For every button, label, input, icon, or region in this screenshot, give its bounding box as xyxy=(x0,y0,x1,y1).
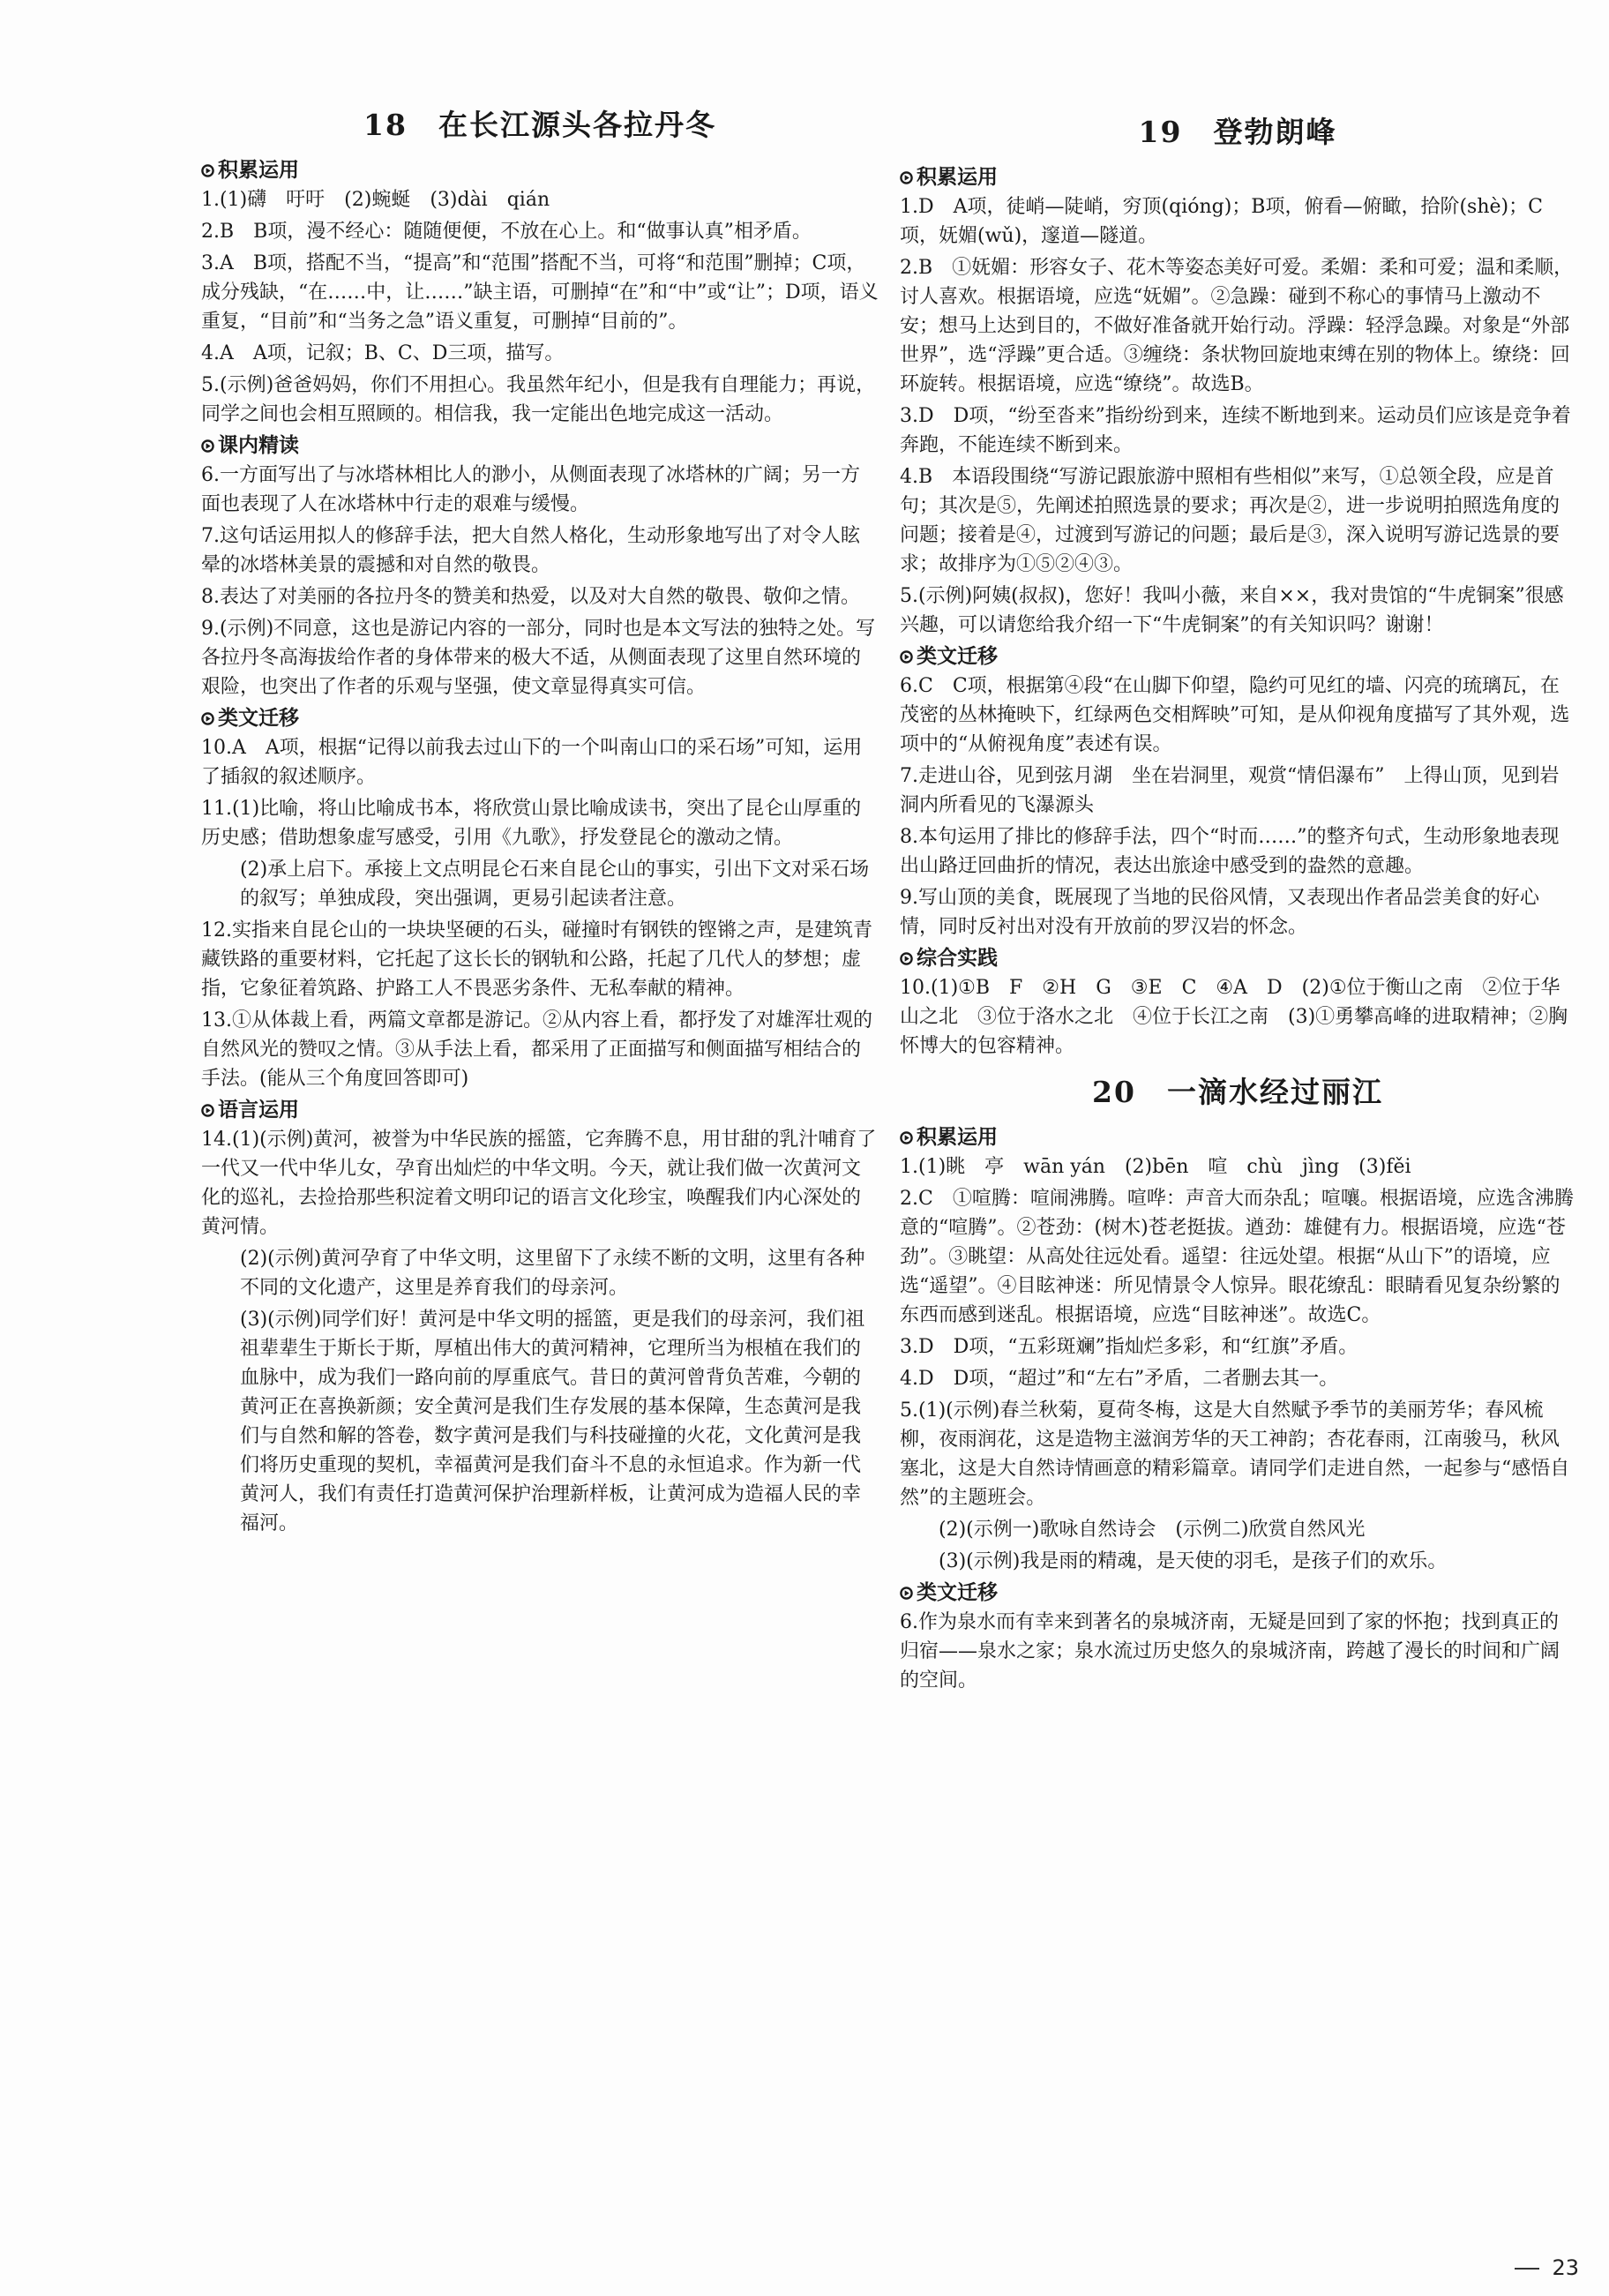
section-heading: 积累运用 xyxy=(900,1124,1575,1151)
answer-item: 9.(示例)不同意，这也是游记内容的一部分，同时也是本文写法的独特之处。写各拉丹冬高海拔给作者的身体带来的极大不适，从侧面表现了这里自然环境的艰险，也突出了作者的乐观与坚强，使文章显得真实可信。 xyxy=(201,618,876,698)
answer-subitem: (2)承上启下。承接上文点明昆仑石来自昆仑山的事实，引出下文对采石场的叙写；单独成段，突出强调，更易引起读者注意。 xyxy=(240,859,870,910)
page-number-dash xyxy=(1515,2268,1539,2270)
answer-subitem: (2)(示例一)歌咏自然诗会 (示例二)欣赏自然风光 xyxy=(939,1519,1366,1541)
answer-item: 4.B 本语段围绕“写游记跟旅游中照相有些相似”来写，①总领全段，应是首句；其次是⑤，先阐述拍照选景的要求；再次是②，进一步说明拍照选角度的问题；接着是④，过渡到写游记的问题；最后是③，深入说明写游记选景的要求；故排序为①⑤②④③。 xyxy=(900,466,1560,575)
answer-item: 5.(示例)阿姨(叔叔)，您好！我叫小薇，来自××，我对贵馆的“牛虎铜案”很感兴趣，可以请您给我介绍一下“牛虎铜案”的有关知识吗？谢谢！ xyxy=(900,585,1564,636)
answer-item: 9.写山顶的美食，既展现了当地的民俗风情，又表现出作者品尝美食的好心情，同时反衬出对没有开放前的罗汉岩的怀念。 xyxy=(900,887,1539,938)
answer-item: 10.(1)①B F ②H G ③E C ④A D (2)①位于衡山之南 ②位于华山之北 ③位于洛水之北 ④位于长江之南 (3)①勇攀高峰的进取精神；②胸怀博大的包容精神。 xyxy=(900,977,1568,1057)
lesson-18-title: 18 在长江源头各拉丹冬 xyxy=(363,108,716,142)
section-heading: 类文迁移 xyxy=(201,705,879,732)
section-heading: 综合实践 xyxy=(900,945,1575,972)
section-marker-icon xyxy=(900,1587,913,1600)
answer-subitem: (3)(示例)同学们好！黄河是中华文明的摇篮，更是我们的母亲河，我们祖祖辈辈生于斯长于斯，厚植出伟大的黄河精神，它理所当为根植在我们的血脉中，成为我们一路向前的厚重底气。昔日的黄河曾背负苦难，今朝的黄河正在喜换新颜；安全黄河是我们生存发展的基本保障，生态黄河是我们与自然和解的答卷，数字黄河是我们与科技碰撞的火花，文化黄河是我们将历史重现的契机，幸福黄河是我们奋斗不息的永恒追求。作为新一代黄河人，我们有责任打造黄河保护治理新样板，让黄河成为造福人民的幸福河。 xyxy=(240,1309,865,1534)
section-marker-icon xyxy=(900,952,913,965)
answer-item: 13.①从体裁上看，两篇文章都是游记。②从内容上看，都抒发了对雄浑壮观的自然风光的赞叹之情。③从手法上看，都采用了正面描写和侧面描写相结合的手法。(能从三个角度回答即可) xyxy=(201,1009,872,1090)
section-heading: 类文迁移 xyxy=(900,1579,1575,1606)
answer-item: 6.C C项，根据第④段“在山脚下仰望，隐约可见红的墙、闪亮的琉璃瓦，在茂密的丛林掩映下，红绿两色交相辉映”可知，是从仰视角度描写了其外观，选项中的“从俯视角度”表述有误。 xyxy=(900,675,1570,755)
section-marker-icon xyxy=(900,171,913,184)
section-marker-icon xyxy=(201,1104,214,1117)
answer-item: 3.D D项，“纷至沓来”指纷纷到来，连续不断地到来。运动员们应该是竞争着奔跑，不能连续不断到来。 xyxy=(900,405,1571,456)
section-marker-icon xyxy=(201,164,214,177)
lesson-19-title: 19 登勃朗峰 xyxy=(1138,115,1337,149)
answer-item: 2.C ①喧腾：喧闹沸腾。喧哗：声音大而杂乱；喧嚷。根据语境，应选含沸腾意的“喧腾”。②苍劲：(树木)苍老挺拔。遒劲：雄健有力。根据语境，应选“苍劲”。③眺望：从高处往远处看。遥望：往远处望。根据“从山下”的语境，应选“遥望”。④目眩神迷：所见情景令人惊异。眼花缭乱：眼睛看见复杂纷繁的东西而感到迷乱。根据语境，应选“目眩神迷”。故选C。 xyxy=(900,1188,1574,1326)
answer-subitem: (3)(示例)我是雨的精魂，是天使的羽毛，是孩子们的欢乐。 xyxy=(939,1550,1448,1572)
answer-item: 2.B ①妩媚：形容女子、花木等姿态美好可爱。柔媚：柔和可爱；温和柔顺，讨人喜欢。根据语境，应选“妩媚”。②急躁：碰到不称心的事情马上激动不安；想马上达到目的，不做好准备就开始行动。浮躁：轻浮急躁。对象是“外部世界”，选“浮躁”更合适。③缠绕：条状物回旋地束缚在别的物体上。缭绕：回环旋转。根据语境，应选“缭绕”。故选B。 xyxy=(900,257,1574,395)
answer-item: 1.(1)眺 亭 wān yán (2)bēn 喧 chù jìng (3)fěi xyxy=(900,1156,1411,1178)
answer-item: 4.A A项，记叙；B、C、D三项，描写。 xyxy=(201,342,565,364)
answer-item: 7.这句话运用拟人的修辞手法，把大自然人格化，生动形象地写出了对令人眩晕的冰塔林美景的震撼和对自然的敬畏。 xyxy=(201,525,860,576)
answer-item: 8.表达了对美丽的各拉丹冬的赞美和热爱，以及对大自然的敬畏、敬仰之情。 xyxy=(201,586,860,608)
section-marker-icon xyxy=(900,650,913,664)
answer-item: 1.(1)礴 吁吁 (2)蜿蜒 (3)dài qián xyxy=(201,189,550,211)
section-heading: 积累运用 xyxy=(201,157,879,184)
answer-item: 8.本句运用了排比的修辞手法，四个“时而……”的整齐句式，生动形象地表现出山路迂回曲折的情况，表达出旅途中感受到的盎然的意趣。 xyxy=(900,826,1560,877)
answer-item: 6.一方面写出了与冰塔林相比人的渺小，从侧面表现了冰塔林的广阔；另一方面也表现了人在冰塔林中行走的艰难与缓慢。 xyxy=(201,464,860,515)
section-heading: 积累运用 xyxy=(900,164,1575,191)
answer-item: 7.走进山谷，见到弦月湖 坐在岩洞里，观赏“情侣瀑布” 上得山顶，见到岩洞内所看见的飞瀑源头 xyxy=(900,765,1560,816)
answer-item: 11.(1)比喻，将山比喻成书本，将欣赏山景比喻成读书，突出了昆仑山厚重的历史感；借助想象虚写感受，引用《九歌》，抒发登昆仑的激动之情。 xyxy=(201,798,862,849)
right-column xyxy=(900,108,1575,1698)
section-marker-icon xyxy=(201,712,214,725)
section-marker-icon xyxy=(900,1131,913,1144)
answer-subitem: (2)(示例)黄河孕育了中华文明，这里留下了永续不断的文明，这里有各种不同的文化遗产，这里是养育我们的母亲河。 xyxy=(240,1248,865,1299)
section-heading: 课内精读 xyxy=(201,432,879,459)
left-column xyxy=(201,108,879,1541)
answer-item: 5.(1)(示例)春兰秋菊，夏荷冬梅，这是大自然赋予季节的美丽芳华；春风梳柳，夜雨润花，这是造物主滋润芳华的天工神韵；杏花春雨，江南骏马，秋风塞北，这是大自然诗情画意的精彩篇章。请同学们走进自然，一起参与“感悟自然”的主题班会。 xyxy=(900,1399,1570,1509)
answer-item: 3.D D项，“五彩斑斓”指灿烂多彩，和“红旗”矛盾。 xyxy=(900,1336,1358,1358)
answer-item: 1.D A项，徒峭—陡峭，穷顶(qióng)；B项，俯看—俯瞰，拾阶(shè)；C项，妩媚(wǔ)，邃道—隧道。 xyxy=(900,196,1543,247)
answer-item: 3.A B项，搭配不当，“提高”和“范围”搭配不当，可将“和范围”删掉；C项，成分残缺，“在……中，让……”缺主语，可删掉“在”和“中”或“让”；D项，语义重复，“目前”和“当务之急”语义重复，可删掉“目前的”。 xyxy=(201,252,879,333)
answer-item: 2.B B项，漫不经心：随随便便，不放在心上。和“做事认真”相矛盾。 xyxy=(201,221,812,243)
answer-item: 12.实指来自昆仑山的一块块坚硬的石头，碰撞时有钢铁的铿锵之声，是建筑青藏铁路的重要材料，它托起了这长长的钢轨和公路，托起了几代人的梦想；虚指，它象征着筑路、护路工人不畏恶劣条件、无私奉献的精神。 xyxy=(201,919,872,1000)
section-heading: 语言运用 xyxy=(201,1097,879,1123)
answer-item: 10.A A项，根据“记得以前我去过山下的一个叫南山口的采石场”可知，运用了插叙的叙述顺序。 xyxy=(201,737,863,788)
answer-item: 6.作为泉水而有幸来到著名的泉城济南，无疑是回到了家的怀抱；找到真正的归宿——泉水之家；泉水流过历史悠久的泉城济南，跨越了漫长的时间和广阔的空间。 xyxy=(900,1611,1560,1692)
lesson-20-title: 20 一滴水经过丽江 xyxy=(1092,1075,1383,1109)
answer-item: 5.(示例)爸爸妈妈，你们不用担心。我虽然年纪小，但是我有自理能力；再说，同学之间也会相互照顾的。相信我，我一定能出色地完成这一活动。 xyxy=(201,374,876,425)
answer-item: 4.D D项，“超过”和“左右”矛盾，二者删去其一。 xyxy=(900,1368,1339,1390)
page-number: 23 xyxy=(1515,2255,1579,2280)
section-marker-icon xyxy=(201,439,214,453)
section-heading: 类文迁移 xyxy=(900,643,1575,670)
answer-item: 14.(1)(示例)黄河，被誉为中华民族的摇篮，它奔腾不息，用甘甜的乳汁哺育了一代又一代中华儿女，孕育出灿烂的中华文明。今天，就让我们做一次黄河文化的巡礼，去捡拾那些积淀着文明印记的语言文化珍宝，唤醒我们内心深处的黄河情。 xyxy=(201,1129,877,1238)
